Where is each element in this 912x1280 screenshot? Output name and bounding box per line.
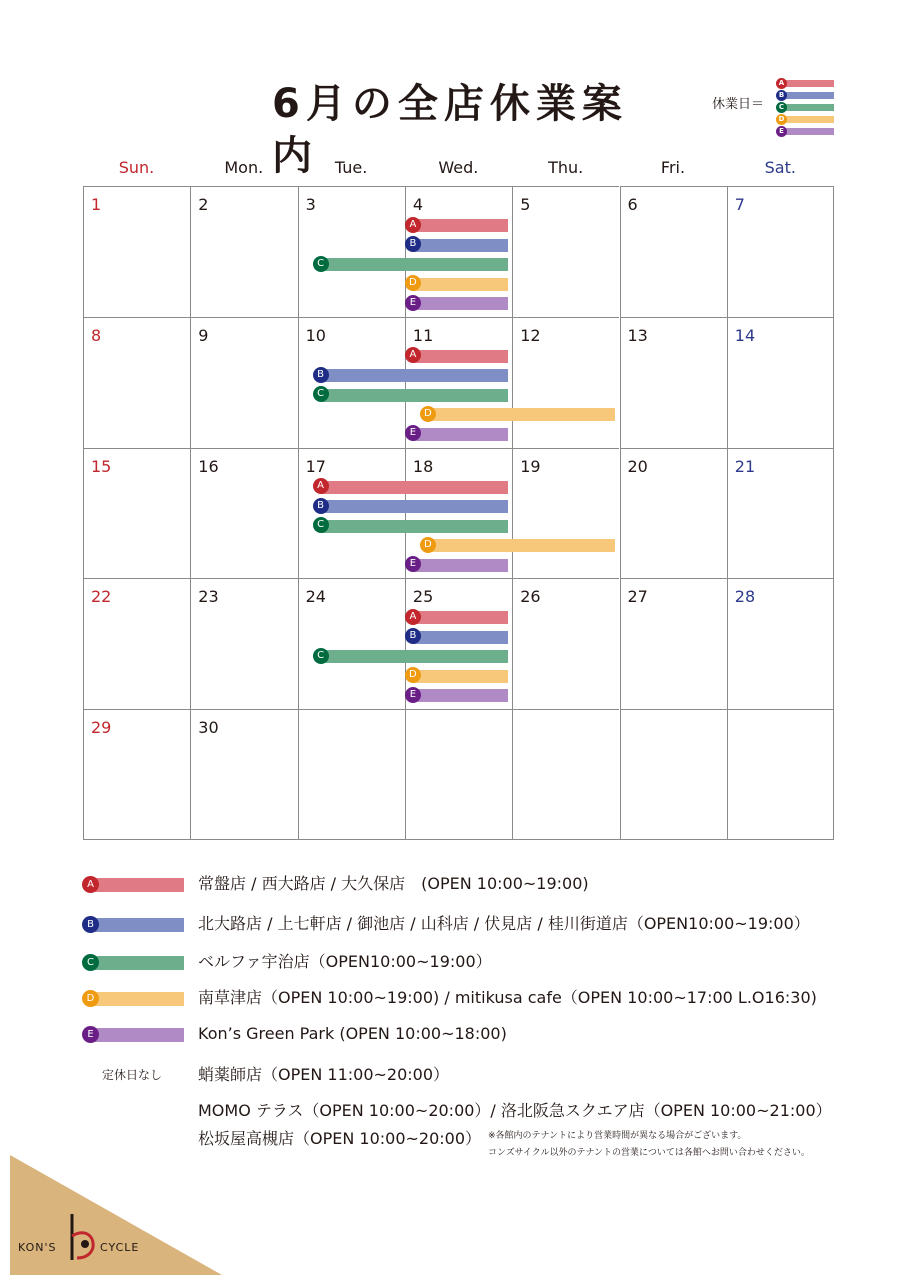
- calendar-cell: [727, 317, 834, 448]
- day-number: 15: [91, 456, 112, 476]
- day-number: 27: [627, 587, 648, 607]
- legend-bar: [90, 992, 184, 1006]
- store-badge-c: C: [313, 386, 329, 402]
- store-badge-a: A: [405, 347, 421, 363]
- store-badge-c: C: [313, 256, 329, 272]
- calendar-cell: [298, 186, 405, 317]
- logo-text-right: CYCLE: [100, 1241, 140, 1254]
- day-number: 9: [198, 325, 209, 345]
- mini-legend-badge-c: C: [776, 102, 787, 113]
- day-number: 17: [305, 456, 326, 476]
- day-number: 29: [91, 718, 112, 738]
- mini-legend-badge-e: E: [776, 126, 787, 137]
- mini-legend-bar-a: [782, 80, 834, 87]
- legend-bar: [90, 918, 184, 932]
- day-number: 19: [520, 456, 541, 476]
- weekday-fri: Fri.: [660, 158, 686, 177]
- closure-bar-c: [321, 650, 509, 663]
- no-holiday-store-3: 松坂屋高槻店（OPEN 10:00~20:00）: [198, 1129, 482, 1148]
- calendar-cell: [298, 578, 405, 709]
- closure-bar-d: [413, 670, 508, 683]
- day-number: 30: [198, 718, 219, 738]
- legend-row-e: [82, 1023, 862, 1045]
- day-number: 20: [627, 456, 648, 476]
- weekday-sat: Sat.: [764, 158, 796, 177]
- day-number: 13: [627, 325, 648, 345]
- store-badge-b: B: [405, 236, 421, 252]
- closure-bar-c: [321, 520, 509, 533]
- no-holiday-store-1: 蛸薬師店（OPEN 11:00~20:00）: [198, 1065, 450, 1084]
- day-number: 22: [91, 587, 112, 607]
- legend-row-a: [82, 873, 862, 895]
- calendar-cell: [190, 317, 297, 448]
- weekday-sun: Sun.: [118, 158, 155, 177]
- legend-bar: [90, 956, 184, 970]
- day-number: 6: [627, 195, 638, 214]
- day-number: 10: [305, 325, 326, 345]
- calendar-cell: [727, 578, 834, 709]
- day-number: 28: [734, 587, 756, 607]
- page-title: 6月の全店休業案内: [272, 81, 628, 179]
- store-badge-e: E: [405, 295, 421, 311]
- day-number: 11: [412, 325, 434, 345]
- day-number: 18: [412, 456, 434, 476]
- day-number: 26: [520, 587, 541, 607]
- calendar-cell: [83, 186, 190, 317]
- mini-legend-bar-e: [782, 128, 834, 135]
- day-number: 14: [734, 325, 756, 345]
- closure-bar-e: [413, 297, 508, 310]
- calendar-grid: [83, 186, 834, 840]
- calendar-cell: [83, 448, 190, 579]
- store-badge-b: B: [405, 628, 421, 644]
- closure-bar-e: [413, 689, 508, 702]
- calendar-cell: [83, 578, 190, 709]
- day-number: 3: [305, 195, 316, 214]
- day-number: 1: [91, 195, 102, 214]
- closure-bar-e: [413, 559, 508, 572]
- store-badge-b: B: [313, 498, 329, 514]
- store-badge-c: C: [313, 517, 329, 533]
- store-badge-d: D: [420, 537, 436, 553]
- calendar-cell: [620, 448, 727, 579]
- calendar-cell: [620, 578, 727, 709]
- legend-bar: [90, 878, 184, 892]
- day-number: 24: [305, 587, 326, 607]
- closure-bar-d: [428, 408, 616, 421]
- legend-store-list: Kon’s Green Park (OPEN 10:00~18:00): [198, 1024, 507, 1043]
- footnote-1: ※各館内のテナントにより営業時間が異なる場合がございます。: [488, 1131, 747, 1141]
- day-number: 8: [91, 325, 102, 345]
- closure-bar-c: [321, 258, 509, 271]
- closure-bar-d: [428, 539, 616, 552]
- day-number: 25: [412, 587, 434, 607]
- kons-cycle-logo-icon: [65, 1212, 103, 1264]
- legend-row-c: [82, 951, 862, 973]
- day-number: 2: [198, 195, 209, 214]
- day-number: 16: [198, 456, 219, 476]
- calendar-cell: [727, 186, 834, 317]
- mini-legend-badge-a: A: [776, 78, 787, 89]
- no-holiday-label: 定休日なし: [102, 1068, 163, 1082]
- store-badge-e: E: [405, 687, 421, 703]
- day-number: 4: [412, 195, 424, 214]
- legend-row-b: [82, 913, 862, 935]
- mini-legend-bar-b: [782, 92, 834, 99]
- legend-badge: D: [82, 990, 99, 1007]
- weekday-wed: Wed.: [438, 158, 479, 177]
- closure-bar-b: [413, 631, 508, 644]
- calendar-cell: [190, 186, 297, 317]
- calendar-cell: [512, 448, 619, 579]
- legend-store-list: ベルファ宇治店（OPEN10:00~19:00）: [198, 952, 492, 971]
- calendar-cell: [620, 186, 727, 317]
- mini-legend-bar-c: [782, 104, 834, 111]
- legend-bar: [90, 1028, 184, 1042]
- closure-bar-a: [413, 350, 508, 363]
- closure-bar-a: [321, 481, 509, 494]
- legend-badge: E: [82, 1026, 99, 1043]
- mini-legend-label: 休業日＝: [712, 97, 765, 112]
- no-holiday-store-2: MOMO テラス（OPEN 10:00~20:00）/ 洛北阪急スクエア店（OPEN 10:00~21:00）: [198, 1101, 832, 1120]
- store-badge-e: E: [405, 425, 421, 441]
- logo-text-left: KON'S: [18, 1241, 57, 1254]
- day-number: 7: [734, 195, 745, 214]
- logo-background: [0, 1150, 230, 1280]
- calendar-cell: [83, 709, 190, 840]
- weekday-tue: Tue.: [334, 158, 368, 177]
- mini-legend-badge-d: D: [776, 114, 787, 125]
- store-badge-b: B: [313, 367, 329, 383]
- store-badge-c: C: [313, 648, 329, 664]
- closure-bar-d: [413, 278, 508, 291]
- calendar-cell: [190, 578, 297, 709]
- closure-bar-b: [321, 369, 509, 382]
- closure-bar-e: [413, 428, 508, 441]
- weekday-thu: Thu.: [548, 158, 584, 177]
- store-badge-d: D: [420, 406, 436, 422]
- calendar-cell: [512, 186, 619, 317]
- legend-row-d: [82, 987, 862, 1009]
- calendar-cell: [405, 709, 512, 840]
- closure-bar-c: [321, 389, 509, 402]
- store-badge-a: A: [405, 609, 421, 625]
- footnote-2: コンズサイクル以外のテナントの営業については各館へお問い合わせください。: [488, 1148, 810, 1158]
- day-number: 12: [520, 325, 541, 345]
- calendar-cell: [620, 317, 727, 448]
- calendar-cell: [512, 317, 619, 448]
- calendar-cell: [727, 709, 834, 840]
- day-number: 5: [520, 195, 531, 214]
- calendar-cell: [83, 317, 190, 448]
- mini-legend-badge-b: B: [776, 90, 787, 101]
- store-badge-e: E: [405, 556, 421, 572]
- day-number: 23: [198, 587, 219, 607]
- closure-bar-b: [413, 239, 508, 252]
- calendar-cell: [190, 709, 297, 840]
- legend-store-list: 北大路店 / 上七軒店 / 御池店 / 山科店 / 伏見店 / 桂川街道店（OPEN10:00~19:00）: [198, 914, 810, 933]
- calendar-cell: [190, 448, 297, 579]
- legend-store-list: 南草津店（OPEN 10:00~19:00) / mitikusa cafe（OPEN 10:00~17:00 L.O16:30): [198, 988, 817, 1007]
- weekday-mon: Mon.: [224, 158, 264, 177]
- store-badge-d: D: [405, 275, 421, 291]
- legend-badge: B: [82, 916, 99, 933]
- closure-bar-a: [413, 219, 508, 232]
- store-badge-a: A: [313, 478, 329, 494]
- day-number: 21: [734, 456, 756, 476]
- calendar-cell: [512, 578, 619, 709]
- calendar-cell: [620, 709, 727, 840]
- closure-bar-a: [413, 611, 508, 624]
- store-badge-d: D: [405, 667, 421, 683]
- legend-badge: C: [82, 954, 99, 971]
- store-badge-a: A: [405, 217, 421, 233]
- calendar-cell: [727, 448, 834, 579]
- closure-bar-b: [321, 500, 509, 513]
- mini-legend-bar-d: [782, 116, 834, 123]
- calendar-cell: [512, 709, 619, 840]
- legend-store-list: 常盤店 / 西大路店 / 大久保店 (OPEN 10:00~19:00): [198, 874, 589, 893]
- calendar-cell: [298, 709, 405, 840]
- legend-badge: A: [82, 876, 99, 893]
